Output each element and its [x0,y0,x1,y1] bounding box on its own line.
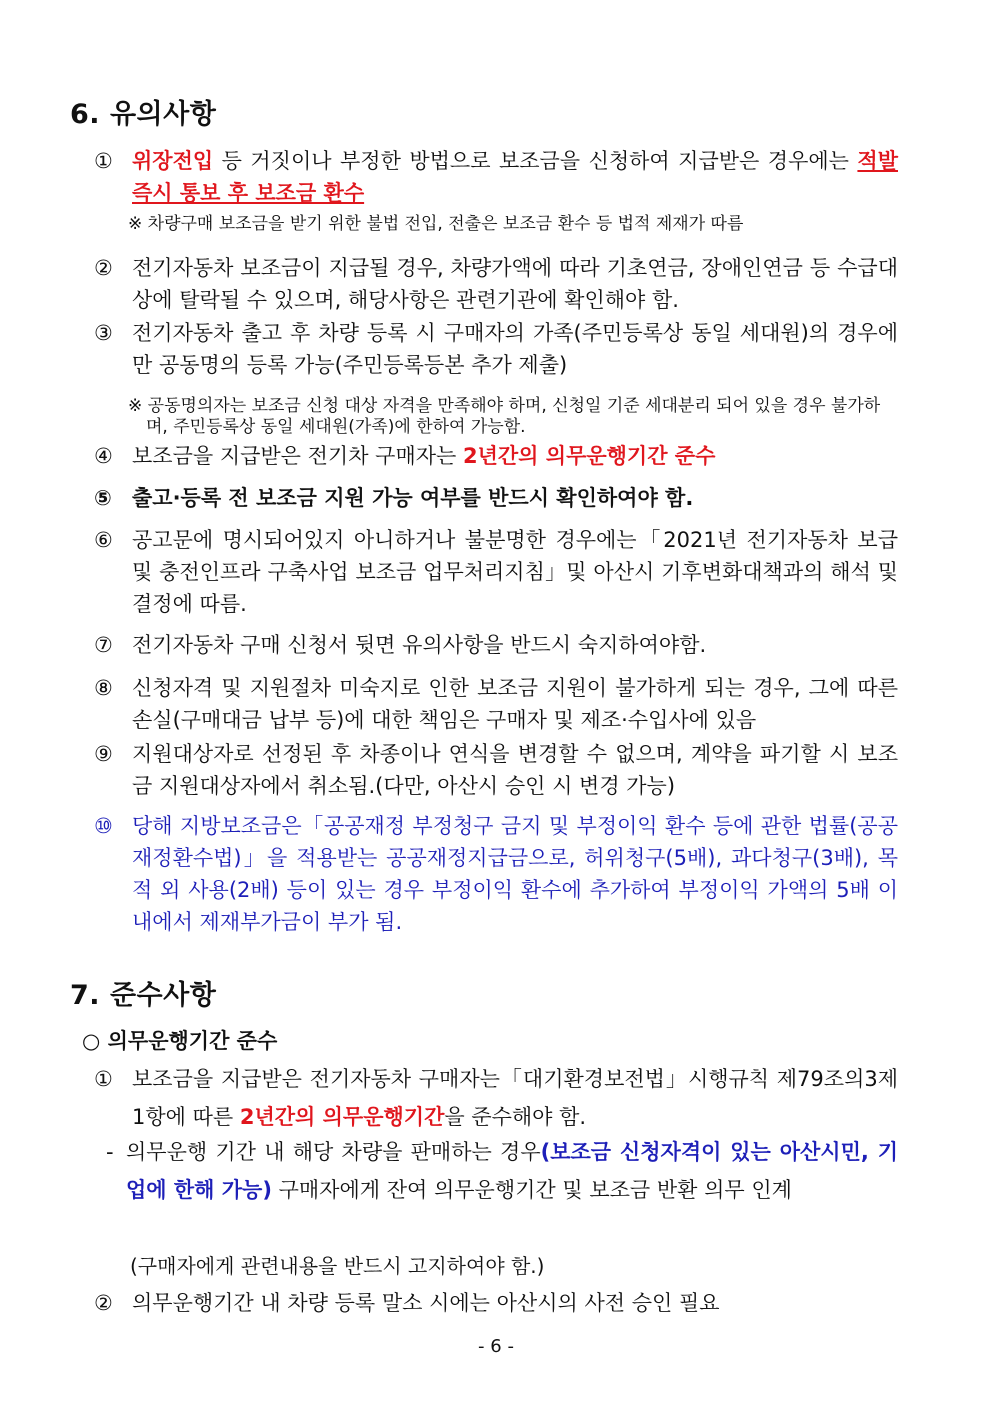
item-text: 위장전입 등 거짓이나 부정한 방법으로 보조금을 신청하여 지급받은 경우에는 적발 즉시 통보 후 보조금 환수 [132,149,898,205]
compliance-item-1: ① 보조금을 지급받은 전기자동차 구매자는「대기환경보전법」시행규칙 제79조의3제1항에 따른 2년간의 의무운행기간을 준수해야 함. [94,1067,898,1129]
notice-note-1: ※ 차량구매 보조금을 받기 위한 불법 전입, 전출은 보조금 환수 등 법적 제재가 따름 [128,214,744,234]
paren-note: (구매자에게 관련내용을 반드시 고지하여야 함.) [130,1254,545,1278]
notice-item-6: ⑥ 공고문에 명시되어있지 아니하거나 불분명한 경우에는「2021년 전기자동차 보급 및 충전인프라 구축사업 보조금 업무처리지침」및 아산시 기후변화대책과의 해석 및 결정에 따름. [94,528,898,616]
page-number: - 6 - [478,1336,514,1357]
compliance-item-2: ② 의무운행기간 내 차량 등록 말소 시에는 아산시의 사전 승인 필요 [94,1291,720,1315]
notice-item-2: ② 전기자동차 보조금이 지급될 경우, 차량가액에 따라 기초연금, 장애인연금 등 수급대상에 탈락될 수 있으며, 해당사항은 관련기관에 확인해야 함. [94,256,898,312]
notice-item-8: ⑧ 신청자격 및 지원절차 미숙지로 인한 보조금 지원이 불가하게 되는 경우, 그에 따른 손실(구매대금 납부 등)에 대한 책임은 구매자 및 제조·수입사에 있음 [94,676,898,732]
compliance-dash-item: - 의무운행 기간 내 해당 차량을 판매하는 경우(보조금 신청자격이 있는 아산시민, 기업에 한해 가능) 구매자에게 잔여 의무운행기간 및 보조금 반환 의무 인계 [106,1140,899,1202]
item-number: ① [94,149,113,173]
highlight-blue: (보조금 신청자격이 있는 아산시민, 기업에 한해 가능) [126,1140,899,1202]
section-7-heading: 7. 준수사항 [70,980,217,1011]
highlight-red-underlined: 적발 즉시 통보 후 보조금 환수 [132,149,898,205]
notice-item-1 [94,145,898,209]
subheading: ○ 의무운행기간 준수 [82,1029,278,1053]
notice-item-3: ③ 전기자동차 출고 후 차량 등록 시 구매자의 가족(주민등록상 동일 세대원)의 경우에만 공동명의 등록 가능(주민등록등본 추가 제출) [94,321,898,377]
notice-item-4: ④ 보조금을 지급받은 전기차 구매자는 2년간의 의무운행기간 준수 [94,444,716,468]
notice-item-9: ⑨ 지원대상자로 선정된 후 차종이나 연식을 변경할 수 없으며, 계약을 파기할 시 보조금 지원대상자에서 취소됨.(다만, 아산시 승인 시 변경 가능) [94,742,898,798]
notice-note-2: ※ 공동명의자는 보조금 신청 대상 자격을 만족해야 하며, 신청일 기준 세대분리 되어 있을 경우 불가하며, 주민등록상 동일 세대원(가족)에 한하여 가능함. [128,396,881,437]
notice-item-10: ⑩ 당해 지방보조금은「공공재정 부정청구 금지 및 부정이익 환수 등에 관한 법률(공공재정환수법)」을 적용받는 공공재정지급금으로, 허위청구(5배), 과다청구(3배), 목적 외 사용(2배) 등이 있는 경우 부정이익 환수에 추가하여 부정이익 가액의 5배 이내에서 제재부가금이 부가 됨. [94,814,898,934]
notice-item-5: ⑤ 출고·등록 전 보조금 지원 가능 여부를 반드시 확인하여야 함. [94,486,694,510]
highlight-red: 위장전입 [132,149,214,173]
section-6-heading: 6. 유의사항 [70,99,217,130]
notice-item-7: ⑦ 전기자동차 구매 신청서 뒷면 유의사항을 반드시 숙지하여야함. [94,633,707,657]
